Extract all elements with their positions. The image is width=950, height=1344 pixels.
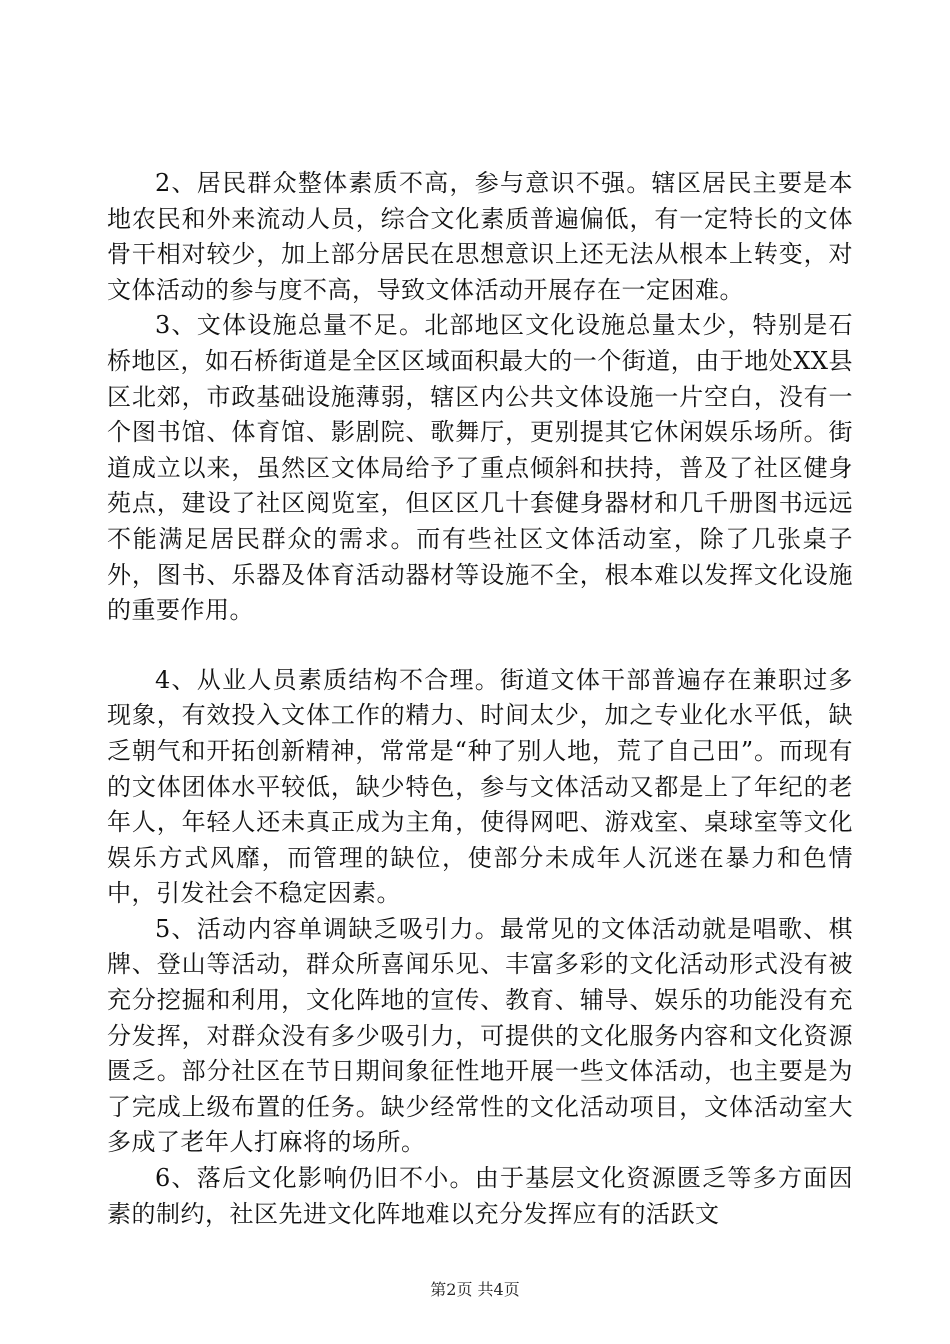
page-footer: 第2页 共4页 [430,1280,520,1299]
paragraph-5: 5、活动内容单调缺乏吸引力。最常见的文体活动就是唱歌、棋牌、登山等活动，群众所喜闻乐见、丰富多彩的文化活动形式没有被充分挖掘和利用，文化阵地的宣传、教育、辅导、娱乐的功能没有充分发挥，对群众没有多少吸引力，可提供的文化服务内容和文化资源匮乏。部分社区在节日期间象征性地开展一些文体活动，也主要是为了完成上级布置的任务。缺少经常性的文化活动项目，文体活动室大多成了老年人打麻将的场所。 [107,914,853,1157]
paragraph-3: 3、文体设施总量不足。北部地区文化设施总量太少，特别是石桥地区，如石桥街道是全区区域面积最大的一个街道，由于地处XX县区北郊，市政基础设施薄弱，辖区内公共文体设施一片空白，没有一个图书馆、体育馆、影剧院、歌舞厅，更别提其它休闲娱乐场所。街道成立以来，虽然区文体局给予了重点倾斜和扶持，普及了社区健身苑点，建设了社区阅览室，但区区几十套健身器材和几千册图书远远不能满足居民群众的需求。而有些社区文体活动室，除了几张桌子外，图书、乐器及体育活动器材等设施不全，根本难以发挥文化设施的重要作用。 [107,311,853,625]
paragraph-4: 4、从业人员素质结构不合理。街道文体干部普遍存在兼职过多现象，有效投入文体工作的精力、时间太少，加之专业化水平低，缺乏朝气和开拓创新精神，常常是“种了别人地，荒了自己田”。而现有的文体团体水平较低，缺少特色，参与文体活动又都是上了年纪的老年人，年轻人还未真正成为主角，使得网吧、游戏室、桌球室等文化娱乐方式风靡，而管理的缺位，使部分未成年人沉迷在暴力和色情中，引发社会不稳定因素。 [107,665,853,908]
body-text [107,166,853,1232]
paragraph-6: 6、落后文化影响仍旧不小。由于基层文化资源匮乏等多方面因素的制约，社区先进文化阵地难以充分发挥应有的活跃文 [107,1164,853,1228]
paragraph-2: 2、居民群众整体素质不高，参与意识不强。辖区居民主要是本地农民和外来流动人员，综合文化素质普遍偏低，有一定特长的文体骨干相对较少，加上部分居民在思想意识上还无法从根本上转变，对文体活动的参与度不高，导致文体活动开展存在一定困难。 [107,169,853,304]
